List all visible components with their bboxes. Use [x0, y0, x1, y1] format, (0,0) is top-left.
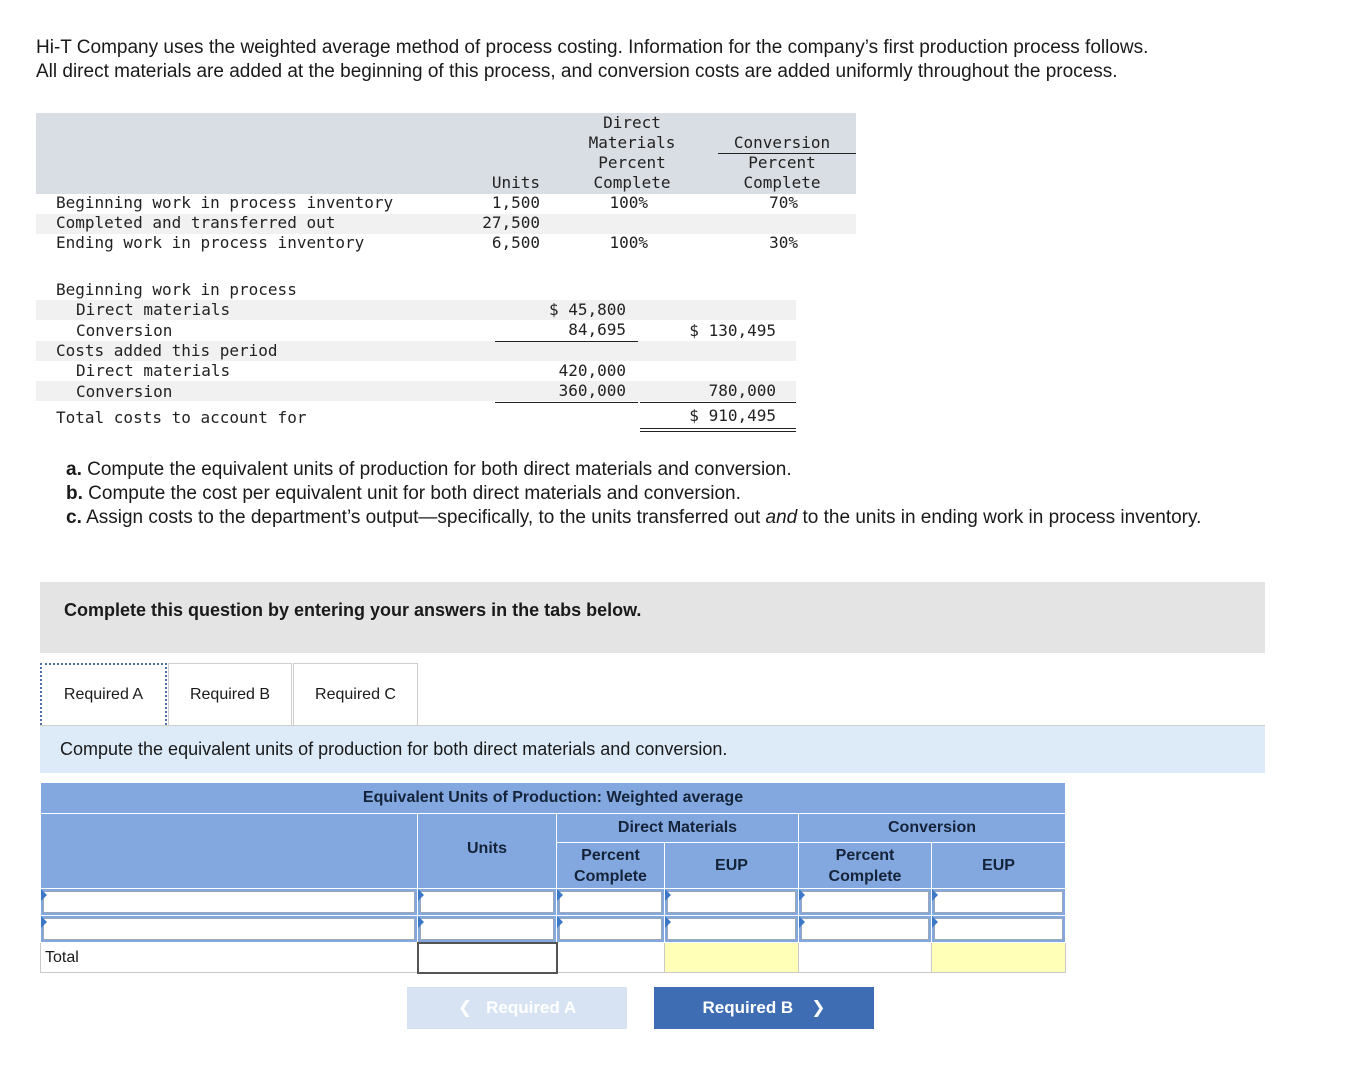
eup-row1-label-cell	[41, 889, 418, 916]
cost-added-conv-label: Conversion	[76, 382, 173, 401]
prev-button-label: Required A	[486, 998, 577, 1017]
cost-added-total: 780,000	[708, 381, 776, 400]
eup-dm-pct-header-line1: Percent	[581, 846, 640, 864]
question-a	[66, 458, 1266, 482]
eup-total-row	[41, 943, 1066, 973]
cost-added-total-underline	[640, 402, 796, 403]
eup-row1-dm-eup-input[interactable]	[667, 891, 796, 913]
dm-header-percent: Percent	[598, 153, 666, 172]
cost-bwip-label: Beginning work in process	[56, 280, 297, 299]
dropdown-marker-icon	[799, 916, 805, 928]
cost-added-dm-value: 420,000	[558, 361, 626, 380]
row-bwip-conv: 70%	[769, 193, 798, 212]
cost-added-label: Costs added this period	[56, 341, 278, 360]
cost-total-underline-2	[640, 431, 796, 432]
eup-total-dm-eup	[665, 943, 799, 973]
chevron-right-icon: ❯	[811, 998, 826, 1017]
dropdown-marker-icon	[41, 916, 47, 928]
eup-total-conv-eup	[932, 943, 1066, 973]
eup-row2-conv-eup-input[interactable]	[934, 918, 1063, 940]
eup-row2-conv-pct-cell	[799, 916, 932, 943]
prev-required-a-button[interactable]	[407, 987, 627, 1029]
question-b-label: b.	[66, 483, 83, 504]
dropdown-marker-icon	[418, 889, 424, 901]
cost-bwip-total: $ 130,495	[689, 321, 776, 340]
eup-input-row-2	[41, 916, 1066, 943]
eup-row2-dm-pct-cell	[557, 916, 665, 943]
row-ewip-dm: 100%	[609, 233, 648, 252]
cost-total-underline-1	[640, 428, 796, 429]
eup-blank-header	[41, 814, 418, 889]
conv-header-percent: Percent	[748, 153, 816, 172]
eup-conv-pct-header	[799, 843, 932, 889]
cost-bwip-underline	[495, 341, 638, 342]
cost-bwip-dm-value: $ 45,800	[548, 300, 626, 319]
eup-row2-label-cell	[41, 916, 418, 943]
complete-question-text: Complete this question by entering your answers in the tabs below.	[64, 600, 642, 620]
eup-input-row-1	[41, 889, 1066, 916]
row-bwip-units: 1,500	[491, 193, 540, 212]
eup-conv-pct-header-line2: Complete	[828, 867, 902, 885]
dm-header-direct: Direct	[603, 113, 661, 132]
conv-header-complete: Complete	[743, 173, 821, 192]
eup-conv-eup-header: EUP	[932, 843, 1066, 889]
tab-required-a[interactable]: Required A	[40, 663, 167, 725]
dropdown-marker-icon	[418, 916, 424, 928]
eup-dm-pct-header	[557, 843, 665, 889]
dropdown-marker-icon	[557, 916, 563, 928]
eup-row2-conv-eup-cell	[932, 916, 1066, 943]
chevron-left-icon: ❮	[457, 998, 473, 1017]
eup-total-units	[418, 943, 557, 973]
instruction-text: Compute the equivalent units of production for both direct materials and conversion.	[60, 739, 728, 759]
complete-question-banner	[40, 582, 1265, 653]
eup-row2-units-cell	[418, 916, 557, 943]
row-bwip-dm: 100%	[609, 193, 648, 212]
eup-dm-eup-header: EUP	[665, 843, 799, 889]
eup-row1-units-cell	[418, 889, 557, 916]
eup-table	[40, 782, 1066, 974]
instruction-box	[40, 726, 1265, 773]
cost-bwip-conv-value: 84,695	[568, 320, 626, 339]
row-ewip-conv: 30%	[769, 233, 798, 252]
eup-total-label: Total	[41, 943, 418, 973]
question-b	[66, 482, 1266, 506]
eup-row2-label-select[interactable]	[43, 918, 415, 940]
eup-table-title: Equivalent Units of Production: Weighted average	[41, 783, 1066, 814]
eup-row1-dm-eup-cell	[665, 889, 799, 916]
question-a-text: Compute the equivalent units of production for both direct materials and conversion.	[87, 459, 792, 480]
units-header: Units	[491, 173, 540, 192]
dropdown-marker-icon	[932, 889, 938, 901]
tab-required-b[interactable]: Required B	[168, 663, 292, 725]
dropdown-marker-icon	[799, 889, 805, 901]
dropdown-marker-icon	[557, 889, 563, 901]
eup-row1-conv-pct-input[interactable]	[801, 891, 929, 913]
row-ewip-units: 6,500	[491, 233, 540, 252]
cost-total-label: Total costs to account for	[56, 408, 307, 427]
dm-header-complete: Complete	[593, 173, 671, 192]
cost-bwip-dm-label: Direct materials	[76, 300, 231, 319]
eup-row2-conv-pct-input[interactable]	[801, 918, 929, 940]
dropdown-marker-icon	[665, 916, 671, 928]
question-c	[66, 506, 1266, 530]
eup-total-conv-pct	[799, 943, 932, 973]
eup-row2-dm-eup-cell	[665, 916, 799, 943]
eup-row1-conv-pct-cell	[799, 889, 932, 916]
eup-row1-dm-pct-cell	[557, 889, 665, 916]
dropdown-marker-icon	[41, 889, 47, 901]
dm-header-materials: Materials	[588, 133, 676, 152]
row-ewip-label: Ending work in process inventory	[56, 233, 365, 252]
dropdown-marker-icon	[665, 889, 671, 901]
eup-row1-dm-pct-input[interactable]	[559, 891, 662, 913]
eup-row1-conv-eup-cell	[932, 889, 1066, 916]
eup-units-header: Units	[418, 814, 557, 889]
conv-header-conversion: Conversion	[733, 133, 831, 152]
question-list	[66, 458, 1266, 530]
eup-row2-dm-eup-input[interactable]	[667, 918, 796, 940]
dropdown-marker-icon	[932, 916, 938, 928]
eup-dm-pct-header-line2: Complete	[574, 867, 647, 885]
question-b-text: Compute the cost per equivalent unit for both direct materials and conversion.	[88, 483, 741, 504]
cost-added-conv-value: 360,000	[558, 381, 626, 400]
eup-row1-label-select[interactable]	[43, 891, 415, 913]
tab-required-c[interactable]: Required C	[293, 663, 418, 725]
cost-added-dm-label: Direct materials	[76, 361, 231, 380]
eup-total-dm-pct	[557, 943, 665, 973]
next-button-label: Required B	[702, 998, 794, 1017]
cost-total-value: $ 910,495	[689, 406, 776, 425]
cost-bwip-conv-label: Conversion	[76, 321, 173, 340]
cost-added-underline	[495, 402, 638, 403]
question-c-label: c.	[66, 507, 82, 528]
intro-line-2: All direct materials are added at the beginning of this process, and conversion costs are added uniformly throughout the process.	[36, 61, 1118, 82]
intro-line-1: Hi-T Company uses the weighted average method of process costing. Information for the company’s first production process follows.	[36, 37, 1149, 58]
question-c-text-2: to the units in ending work in process inventory.	[797, 507, 1202, 528]
row-completed-label: Completed and transferred out	[56, 213, 336, 232]
eup-conv-header: Conversion	[799, 814, 1066, 843]
eup-row2-dm-pct-input[interactable]	[559, 918, 662, 940]
question-a-label: a.	[66, 459, 82, 480]
next-required-b-button[interactable]	[654, 987, 874, 1029]
eup-row1-units-input[interactable]	[420, 891, 554, 913]
row-bwip-label: Beginning work in process inventory	[56, 193, 394, 212]
question-c-text-1: Assign costs to the department’s output—specifically, to the units transferred out	[86, 507, 766, 528]
eup-dm-header: Direct Materials	[557, 814, 799, 843]
eup-conv-pct-header-line1: Percent	[835, 846, 895, 864]
row-completed-units: 27,500	[482, 213, 540, 232]
problem-intro	[36, 36, 1326, 84]
eup-row2-units-input[interactable]	[420, 918, 554, 940]
question-c-emphasis: and	[765, 507, 798, 528]
eup-row1-conv-eup-input[interactable]	[934, 891, 1063, 913]
